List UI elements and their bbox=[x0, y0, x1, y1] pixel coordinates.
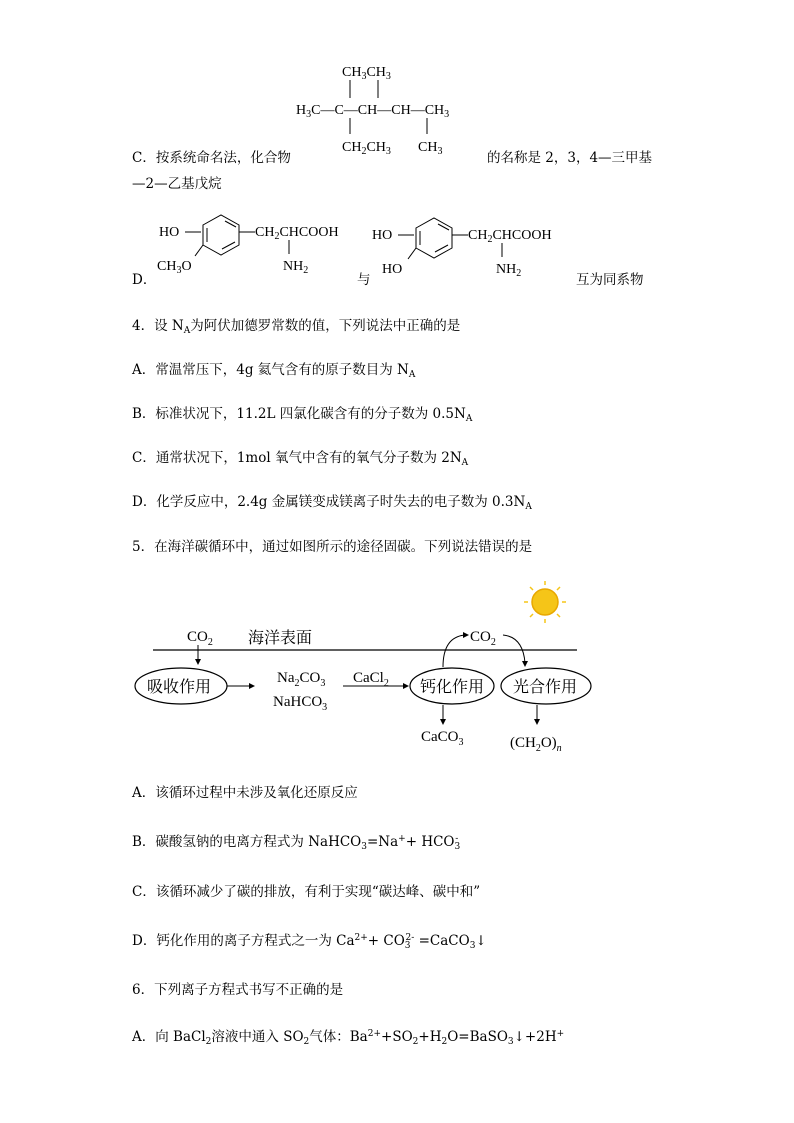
q5-carbon-cycle-diagram bbox=[125, 575, 595, 755]
q3-c-structural-formula bbox=[290, 58, 500, 158]
svg-text:HO: HO bbox=[382, 262, 403, 277]
svg-text:钙化作用: 钙化作用 bbox=[420, 677, 485, 696]
q4-option-d: D．化学反应中，2.4g 金属镁变成镁离子时失去的电子数为 $0.3N_A$ bbox=[132, 494, 532, 512]
q3-c-label: C．按系统命名法，化合物 bbox=[132, 150, 291, 166]
svg-text:吸收作用: 吸收作用 bbox=[147, 677, 212, 696]
svg-text:CaCl2: CaCl$_2$ bbox=[353, 670, 389, 689]
q4-option-b: B．标准状况下，11.2L 四氯化碳含有的分子数为 $0.5N_A$ bbox=[132, 406, 473, 424]
struct-main-chain: $H_3C—C—CH—CH—CH_3$ bbox=[296, 103, 450, 120]
svg-text:CaCO3: CaCO$_3$ bbox=[421, 729, 464, 748]
svg-text:(CH2O)n: $(CH_2O)_n$ bbox=[510, 735, 562, 754]
q5-option-b: B．碳酸氢钠的电离方程式为 NaHCO$_3$=Na++ $HCO_3^-$ bbox=[132, 834, 461, 852]
struct-sub-methyl: $CH_3$ bbox=[418, 140, 443, 157]
q6-stem: 6．下列离子方程式书写不正确的是 bbox=[132, 982, 344, 998]
q5-option-a: A．该循环过程中未涉及氧化还原反应 bbox=[132, 785, 358, 801]
struct-top-label: $CH_3CH_3$ bbox=[342, 65, 391, 82]
q4-option-c: C．通常状况下，1mol 氧气中含有的氧气分子数为 $2N_A$ bbox=[132, 450, 469, 468]
q3-d-and: 与 bbox=[357, 272, 371, 288]
q6-option-a: A．向 BaCl$_2$溶液中通入 $SO_2$气体：$Ba^{2+}+SO_2+H_2O=BaSO_3↓+2H^+$ bbox=[132, 1029, 565, 1047]
svg-text:光合作用: 光合作用 bbox=[513, 677, 578, 696]
q5-option-c: C．该循环减少了碳的排放，有利于实现“碳达峰、碳中和” bbox=[132, 884, 481, 900]
struct-sub-ethyl: $CH_2CH_3$ bbox=[342, 140, 391, 157]
q5-option-d: D．钙化作用的离子方程式之一为 $Ca^{2+}+ CO_3^{2-}$ =CaCO$_3$↓ bbox=[132, 933, 487, 951]
svg-text:海洋表面: 海洋表面 bbox=[248, 628, 313, 647]
svg-text:NH2: $NH_2$ bbox=[496, 262, 522, 279]
svg-text:CH2CHCOOH: $CH_2CHCOOH$ bbox=[468, 228, 552, 245]
svg-text:Na2CO3: $Na_2CO_3$ bbox=[277, 670, 326, 689]
q3-option-c bbox=[132, 146, 291, 166]
q3-c-after: 的名称是 2，3，4—三甲基 bbox=[487, 150, 653, 166]
svg-text:HO: HO bbox=[159, 225, 180, 240]
svg-text:CH3O: $CH_3O$ bbox=[157, 259, 192, 276]
q3-d-molecule-2 bbox=[368, 215, 578, 287]
q4-stem: 4．设 $N_A$为阿伏加德罗常数的值，下列说法中正确的是 bbox=[132, 318, 461, 336]
svg-text:CH2CHCOOH: $CH_2CHCOOH$ bbox=[255, 225, 339, 242]
svg-text:HO: HO bbox=[372, 228, 393, 243]
q3-d-label: D． bbox=[132, 272, 157, 288]
svg-text:NH2: $NH_2$ bbox=[283, 259, 309, 276]
q5-stem: 5．在海洋碳循环中，通过如图所示的途径固碳。下列说法错误的是 bbox=[132, 539, 533, 555]
svg-text:CO2: $CO_2$ bbox=[470, 629, 496, 648]
svg-text:CO2: $CO_2$ bbox=[187, 629, 213, 648]
q3-c-continuation: —2—乙基戊烷 bbox=[132, 176, 222, 192]
sun-icon bbox=[524, 581, 566, 623]
q3-d-molecule-1 bbox=[155, 212, 365, 284]
q3-d-after: 互为同系物 bbox=[576, 272, 644, 288]
q4-option-a: A．常温常压下，4g 氦气含有的原子数目为 $N_A$ bbox=[132, 362, 416, 380]
svg-text:NaHCO3: NaHCO$_3$ bbox=[273, 694, 328, 713]
